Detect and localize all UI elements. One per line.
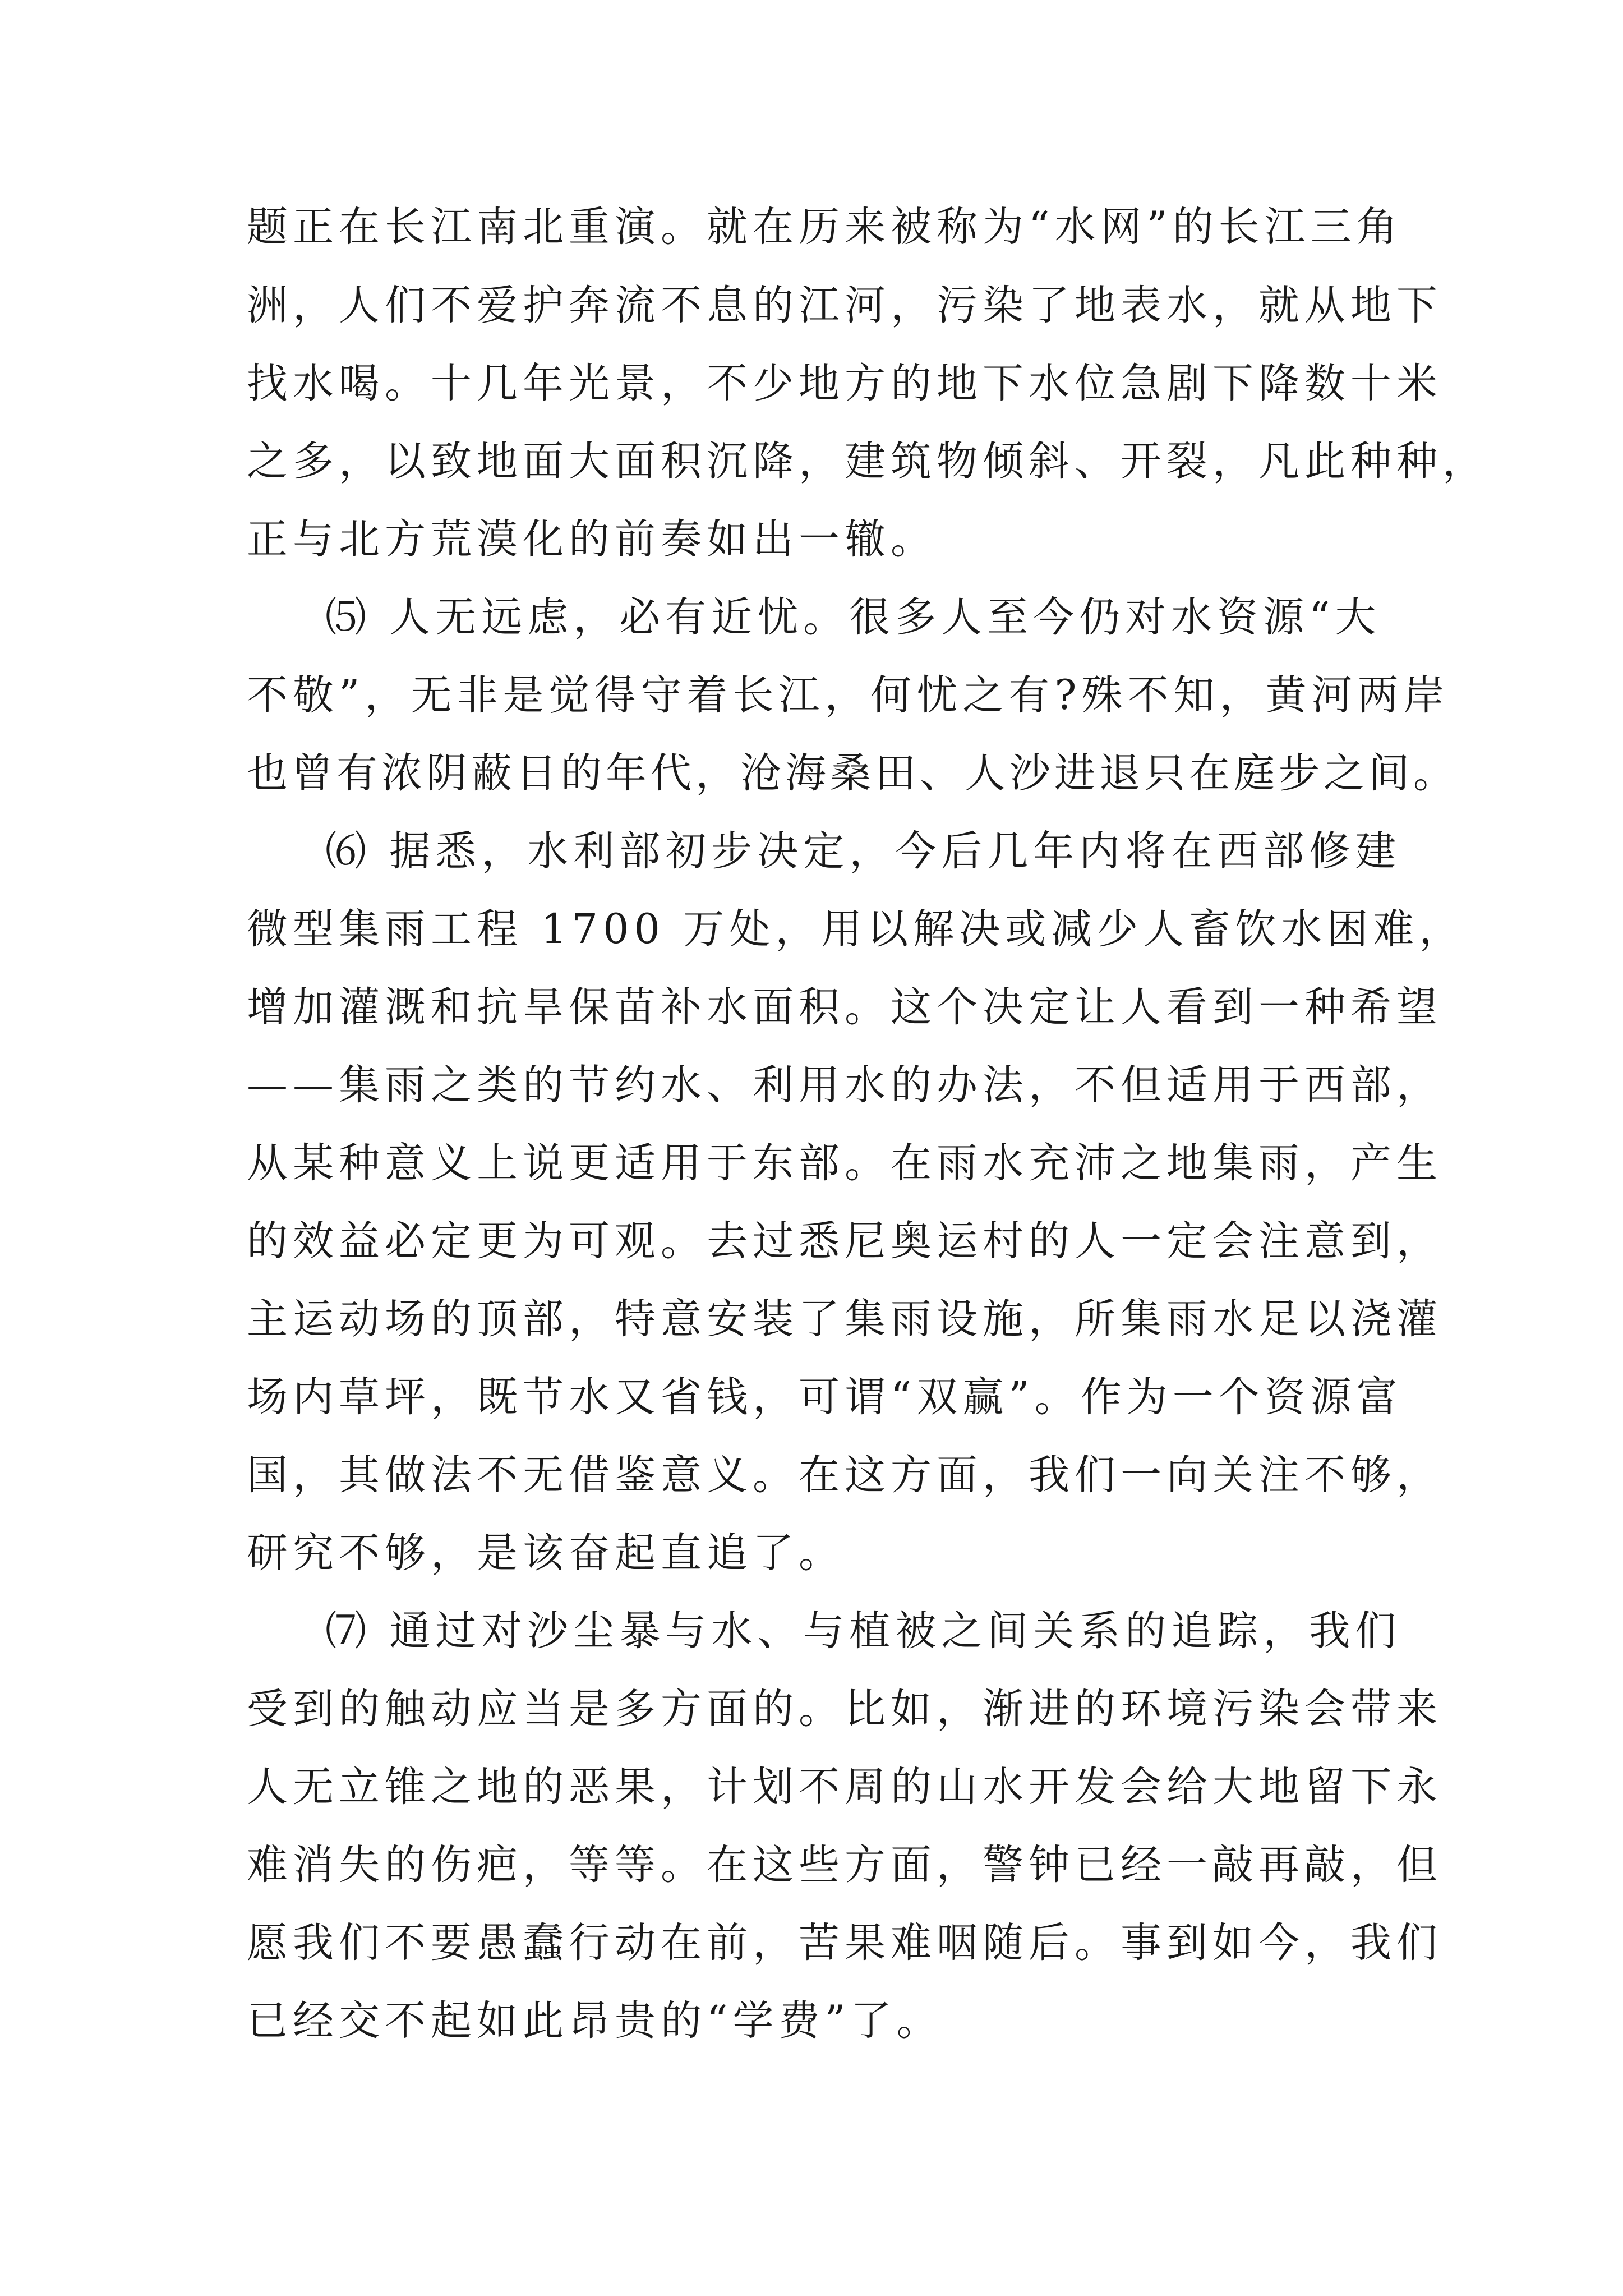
paragraph-6-start: ⑹ 据悉，水利部初步决定，今后几年内将在西部修建: [325, 827, 1401, 875]
text-line-4: 之多，以致地面大面积沉降，建筑物倾斜、开裂，凡此种种，: [247, 438, 1488, 485]
text-line-13: 从某种意义上说更适用于东部。在雨水充沛之地集雨，产生: [247, 1139, 1442, 1187]
text-line-11: 增加灌溉和抗旱保苗补水面积。这个决定让人看到一种希望: [247, 983, 1442, 1031]
text-line-12: ——集雨之类的节约水、利用水的办法，不但适用于西部，: [247, 1061, 1442, 1109]
text-line-14: 的效益必定更为可观。去过悉尼奥运村的人一定会注意到，: [247, 1217, 1442, 1265]
text-line-18: 研究不够，是该奋起直追了。: [247, 1529, 845, 1577]
text-line-15: 主运动场的顶部，特意安装了集雨设施，所集雨水足以浇灌: [247, 1295, 1442, 1343]
text-line-8: 也曾有浓阴蔽日的年代，沧海桑田、人沙进退只在庭步之间。: [247, 749, 1458, 797]
text-line-3: 找水喝。十几年光景，不少地方的地下水位急剧下降数十米: [247, 360, 1442, 407]
text-line-20: 受到的触动应当是多方面的。比如，渐进的环境污染会带来: [247, 1685, 1442, 1733]
text-line-16: 场内草坪，既节水又省钱，可谓“双赢”。作为一个资源富: [247, 1373, 1403, 1421]
text-line-23: 愿我们不要愚蠢行动在前，苦果难咽随后。事到如今，我们: [247, 1919, 1442, 1967]
text-line-5: 正与北方荒漠化的前奏如出一辙。: [247, 516, 937, 563]
paragraph-5-start: ⑸ 人无远虑，必有近忧。很多人至今仍对水资源“大: [325, 593, 1381, 641]
text-line-7: 不敬”，无非是觉得守着长江，何忧之有?殊不知，黄河两岸: [247, 671, 1450, 719]
text-line-1: 题正在长江南北重演。就在历来被称为“水网”的长江三角: [247, 203, 1403, 251]
paragraph-7-start: ⑺ 通过对沙尘暴与水、与植被之间关系的追踪，我们: [325, 1607, 1401, 1655]
text-line-10: 微型集雨工程 1700 万处，用以解决或减少人畜饮水困难，: [247, 905, 1465, 953]
text-line-22: 难消失的伤疤，等等。在这些方面，警钟已经一敲再敲，但: [247, 1841, 1442, 1889]
text-line-21: 人无立锥之地的恶果，计划不周的山水开发会给大地留下永: [247, 1763, 1442, 1811]
text-line-24: 已经交不起如此昂贵的“学费”了。: [247, 1997, 943, 2045]
text-line-2: 洲，人们不爱护奔流不息的江河，污染了地表水，就从地下: [247, 282, 1442, 329]
text-line-17: 国，其做法不无借鉴意义。在这方面，我们一向关注不够，: [247, 1451, 1442, 1499]
